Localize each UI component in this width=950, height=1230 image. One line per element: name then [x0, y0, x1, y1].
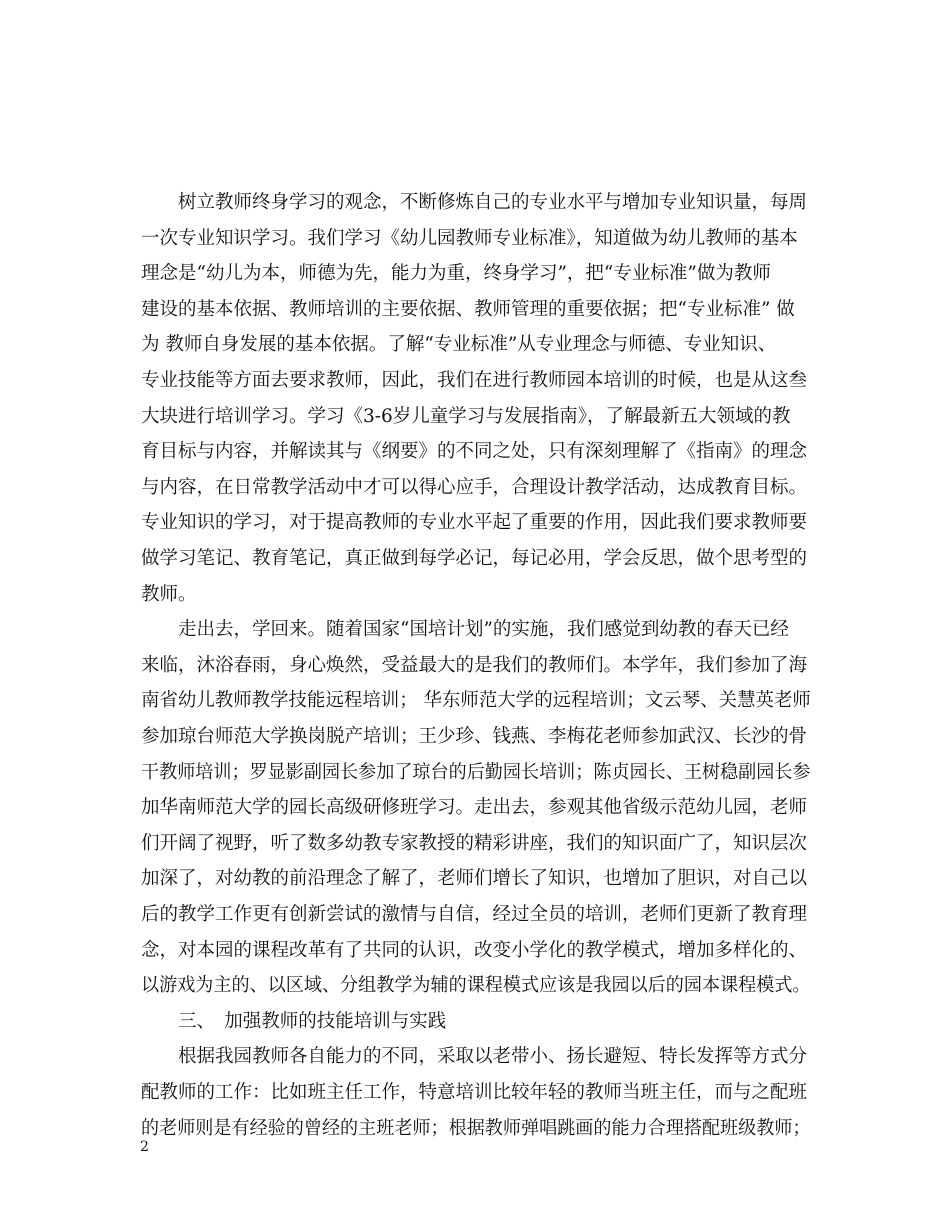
text-line: 根据我园教师各自能力的不同，采取以老带小、扬长避短、特长发挥等方式分: [141, 1046, 808, 1068]
text-line: 为 教师自身发展的基本依据。了解“专业标准”从专业理念与师德、专业知识、: [141, 334, 777, 356]
text-line: 一次专业知识学习。我们学习《幼儿园教师专业标准》，知道做为幼儿教师的基本: [141, 227, 798, 249]
text-line: 念，对本园的课程改革有了共同的认识，改变小学化的教学模式，增加多样化的、: [141, 939, 808, 961]
text-line: 们开阔了视野，听了数多幼教专家教授的精彩讲座，我们的知识面广了，知识层次: [141, 832, 808, 854]
text-line: 走出去，学回来。随着国家“国培计划”的实施，我们感觉到幼教的春天已经: [141, 619, 789, 641]
text-line: 做学习笔记、教育笔记，真正做到每学必记，每记必用，学会反思，做个思考型的: [141, 548, 808, 569]
text-line: 理念是“幼儿为本，师德为先，能力为重，终身学习”，把“专业标准”做为教师: [141, 263, 771, 285]
text-line: 加华南师范大学的园长高级研修班学习。走出去，参观其他省级示范幼儿园，老师: [141, 797, 808, 819]
text-line: 育目标与内容，并解读其与《纲要》的不同之处，只有深刻理解了《指南》的理念: [141, 441, 808, 463]
text-line: 南省幼儿教师教学技能远程培训； 华东师范大学的远程培训；文云琴、关慧英老师: [141, 690, 811, 712]
text-line: 建设的基本依据、教师培训的主要依据、教师管理的重要依据；把“专业标准” 做: [141, 298, 795, 320]
text-line: 后的教学工作更有创新尝试的激情与自信，经过全员的培训，老师们更新了教育理: [141, 904, 808, 925]
text-line: 干教师培训；罗显影副园长参加了琼台的后勤园长培训；陈贞园长、王树稳副园长参: [141, 761, 811, 783]
page-number: 2: [140, 1139, 149, 1155]
text-line: 配教师的工作：比如班主任工作，特意培训比较年轻的教师当班主任，而与之配班: [141, 1082, 808, 1103]
text-line: 树立教师终身学习的观念，不断修炼自己的专业水平与增加专业知识量，每周: [141, 192, 808, 213]
text-line: 专业技能等方面去要求教师，因此，我们在进行教师园本培训的时候，也是从这叁: [141, 370, 808, 391]
text-line: 三、 加强教师的技能培训与实践: [141, 1010, 447, 1032]
text-line: 参加琼台师范大学换岗脱产培训；王少珍、钱燕、李梅花老师参加武汉、长沙的骨: [141, 726, 808, 747]
text-line: 来临，沐浴春雨，身心焕然，受益最大的是我们的教师们。本学年，我们参加了海: [141, 654, 808, 676]
text-line: 以游戏为主的、以区域、分组教学为辅的课程模式应该是我园以后的园本课程模式。: [141, 975, 811, 997]
text-line: 大块进行培训学习。学习《3-6岁儿童学习与发展指南》，了解最新五大领域的教: [141, 405, 791, 427]
text-line: 的老师则是有经验的曾经的主班老师；根据教师弹唱跳画的能力合理搭配班级教师；: [141, 1117, 811, 1139]
text-line: 加深了，对幼教的前沿理念了解了，老师们增长了知识，也增加了胆识，对自己以: [141, 868, 808, 890]
text-line: 专业知识的学习，对于提高教师的专业水平起了重要的作用，因此我们要求教师要: [141, 512, 808, 534]
text-line: 与内容，在日常教学活动中才可以得心应手，合理设计教学活动，达成教育目标。: [141, 476, 808, 498]
text-line: 教师。: [141, 583, 197, 605]
